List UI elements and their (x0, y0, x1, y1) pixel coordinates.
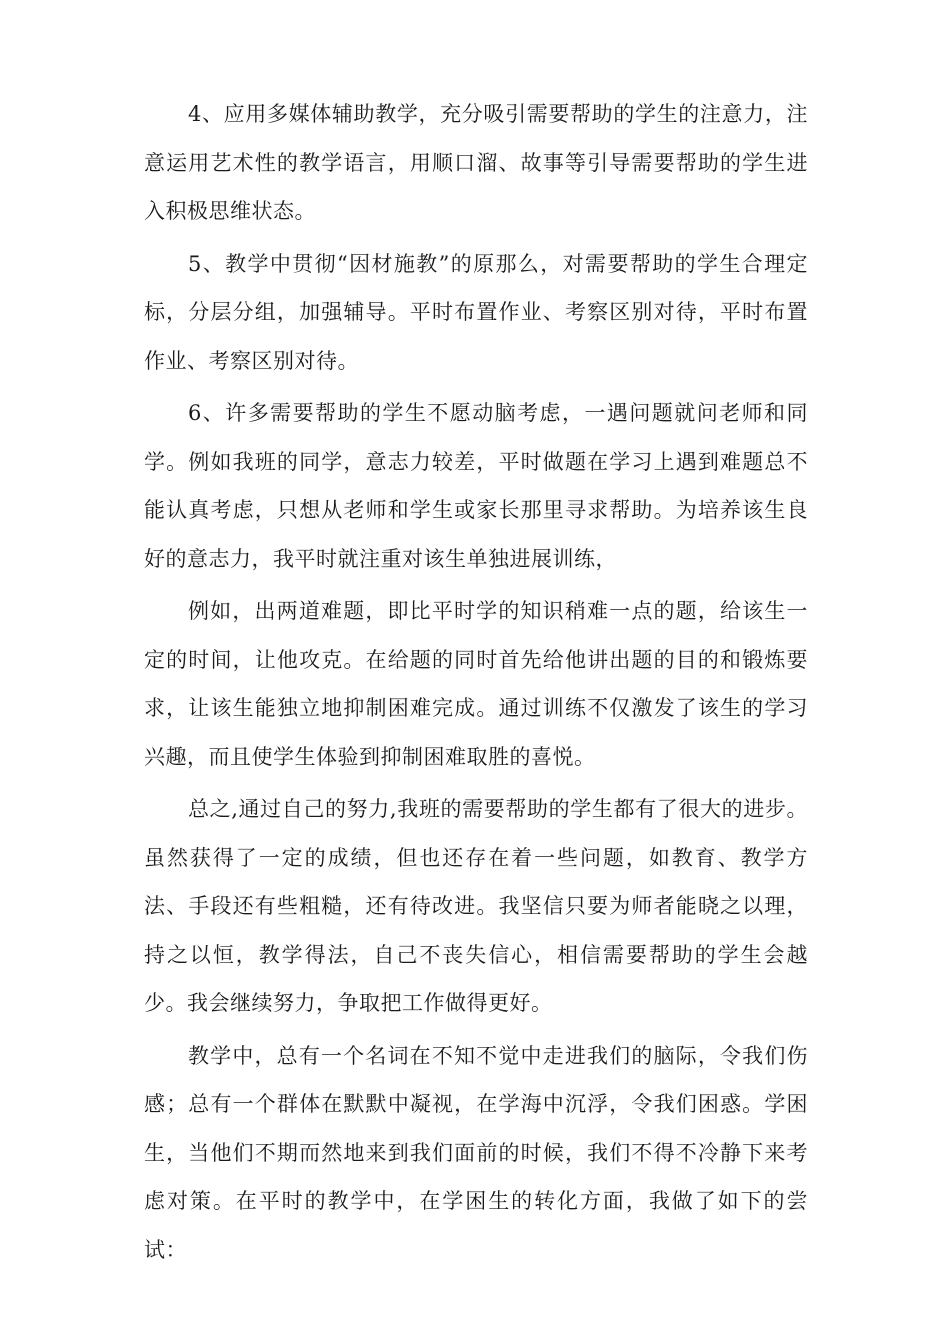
paragraph-item-6: 6、许多需要帮助的学生不愿动脑考虑，一遇问题就问老师和同学。例如我班的同学，意志力较差，平时做题在学习上遇到难题总不能认真考虑，只想从老师和学生或家长那里寻求帮助。为培养该生良好的意志力，我平时就注重对该生单独进展训练， (144, 401, 808, 571)
paragraph-item-5: 5、教学中贯彻“因材施教”的原那么，对需要帮助的学生合理定标，分层分组，加强辅导。平时布置作业、考察区别对待，平时布置作业、考察区别对待。 (144, 251, 808, 373)
document-body (144, 90, 808, 1278)
paragraph-summary: 总之,通过自己的努力,我班的需要帮助的学生都有了很大的进步。虽然获得了一定的成绩，但也还存在着一些问题，如教育、教学方法、手段还有些粗糙，还有待改进。我坚信只要为师者能晓之以理，持之以恒，教学得法，自己不丧失信心，相信需要帮助的学生会越少。我会继续努力，争取把工作做得更好。 (144, 797, 808, 1015)
paragraph-intro-attempts: 教学中，总有一个名词在不知不觉中走进我们的脑际，令我们伤感；总有一个群体在默默中凝视，在学海中沉浮，令我们困惑。学困生，当他们不期而然地来到我们面前的时候，我们不得不冷静下来考虑对策。在平时的教学中，在学困生的转化方面，我做了如下的尝试： (144, 1043, 808, 1262)
paragraph-example: 例如，出两道难题，即比平时学的知识稍难一点的题，给该生一定的时间，让他攻克。在给题的同时首先给他讲出题的目的和锻炼要求，让该生能独立地抑制困难完成。通过训练不仅激发了该生的学习兴趣，而且使学生体验到抑制困难取胜的喜悦。 (144, 599, 808, 769)
paragraph-item-4: 4、应用多媒体辅助教学，充分吸引需要帮助的学生的注意力，注意运用艺术性的教学语言，用顺口溜、故事等引导需要帮助的学生进入积极思维状态。 (144, 102, 808, 223)
